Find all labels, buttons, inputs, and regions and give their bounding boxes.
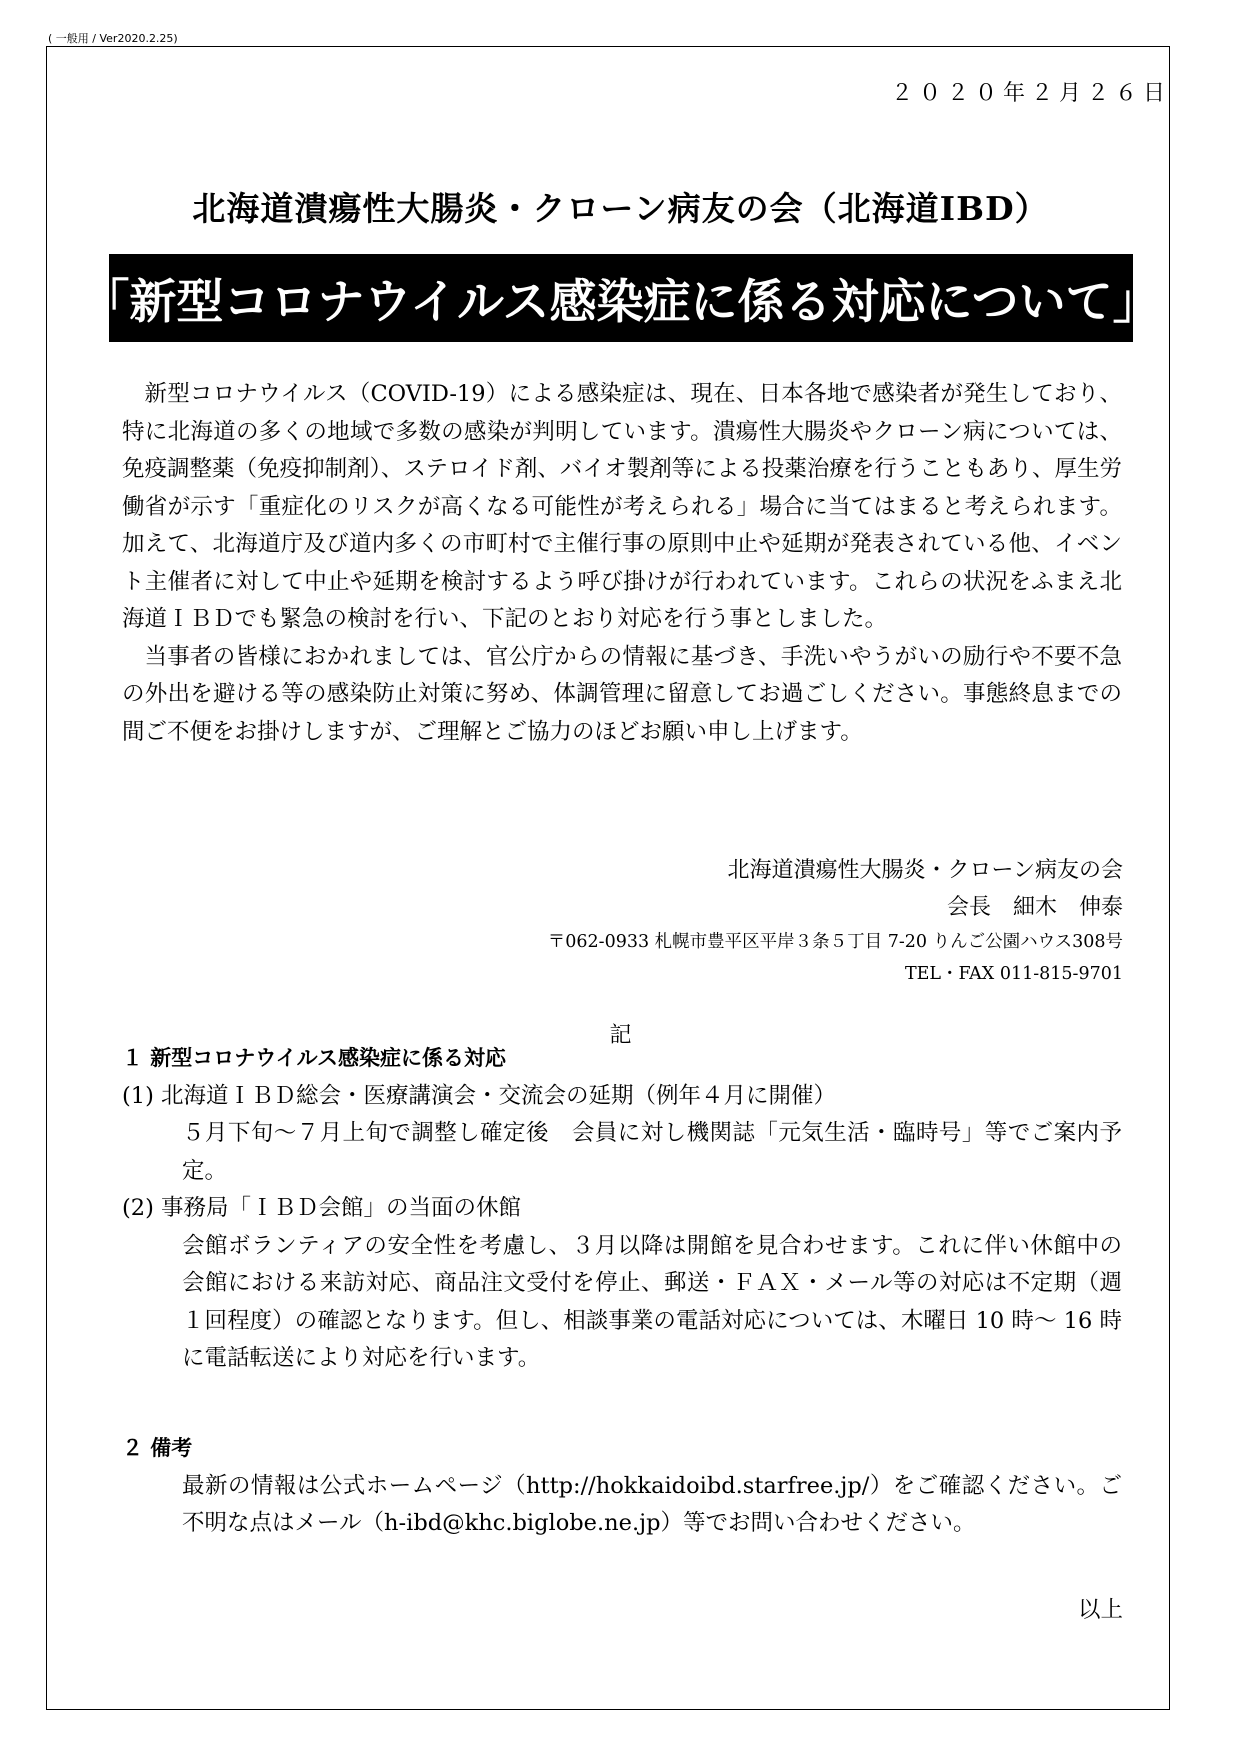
signature-tel: TEL・FAX 011-815-9701: [904, 964, 1123, 984]
organization-title: 北海道潰瘍性大腸炎・クローン病友の会（北海道IBD）: [192, 189, 1049, 228]
section-2: [122, 1430, 1122, 1543]
signature-org: 北海道潰瘍性大腸炎・クローン病友の会: [727, 858, 1123, 883]
intro-paragraph-2: 当事者の皆様におかれましては、官公庁からの情報に基づき、手洗いやうがいの励行や不要不急の外出を避ける等の感染防止対策に努め、体調管理に留意してお過ごしください。事態終息までの間ご不便をお掛けしますが、ご理解とご協力のほどお願い申し上げます。: [122, 643, 1122, 745]
intro-paragraph-1: 新型コロナウイルス（COVID-19）による感染症は、現在、日本各地で感染者が発生しており、特に北海道の多くの地域で多数の感染が判明しています。潰瘍性大腸炎やクローン病については、免疫調整薬（免疫抑制剤）、ステロイド剤、バイオ製剤等による投薬治療を行うこともあり、厚生労働省が示す「重症化のリスクが高くなる可能性が考えられる」場合に当てはまると考えられます。加えて、北海道庁及び道内多くの市町村で主催行事の原則中止や延期が発表されている他、イベント主催者に対して中止や延期を検討するよう呼び掛けが行われています。これらの状況をふまえ北海道ＩＢＤでも緊急の検討を行い、下記のとおり対応を行う事としました。: [122, 381, 1122, 632]
section-2-body: 最新の情報は公式ホームページ（http://hokkaidoibd.starfree.jp/）をご確認ください。ご不明な点はメール（h-ibd@khc.biglobe.ne.jp）等でお問い合わせください。: [182, 1472, 1122, 1536]
signature-block: [548, 852, 1123, 990]
intro-text: [122, 376, 1122, 751]
item-1-body: ５月下旬～７月上旬で調整し確定後 会員に対し機関誌「元気生活・臨時号」等でご案内予定。: [182, 1120, 1122, 1184]
section-1-heading: １ 新型コロナウイルス感染症に係る対応: [122, 1046, 507, 1070]
item-1-title: (1) 北海道ＩＢＤ総会・医療講演会・交流会の延期（例年４月に開催）: [122, 1082, 837, 1109]
item-2-body: 会館ボランティアの安全性を考慮し、３月以降は開館を見合わせます。これに伴い休館中の会館における来訪対応、商品注文受付を停止、郵送・ＦＡＸ・メール等の対応は不定期（週１回程度）の確認となります。但し、相談事業の電話対応については、木曜日 10 時～ 16 時に電話転送により対応を行います。: [182, 1232, 1122, 1371]
closing-text: 以上: [1077, 1597, 1123, 1623]
ki-heading: 記: [609, 1023, 632, 1048]
section-1: [122, 1040, 1122, 1378]
notice-title: 「新型コロナウイルス感染症に係る対応について」: [82, 274, 1160, 330]
signature-chair: 会長 細木 伸泰: [946, 895, 1123, 920]
signature-address: 〒062-0933 札幌市豊平区平岸３条５丁目 7-20 りんご公園ハウス308号: [547, 932, 1123, 952]
version-note: ( 一般用 / Ver2020.2.25): [48, 32, 178, 45]
section-1-item-2: [122, 1190, 1122, 1378]
section-1-item-1: [122, 1078, 1122, 1191]
section-2-heading: ２ 備考: [122, 1436, 193, 1460]
notice-title-banner: [82, 254, 1160, 342]
item-2-title: (2) 事務局「ＩＢＤ会館」の当面の休館: [122, 1195, 522, 1221]
document-date: ２０２０年２月２６日: [890, 81, 1171, 106]
